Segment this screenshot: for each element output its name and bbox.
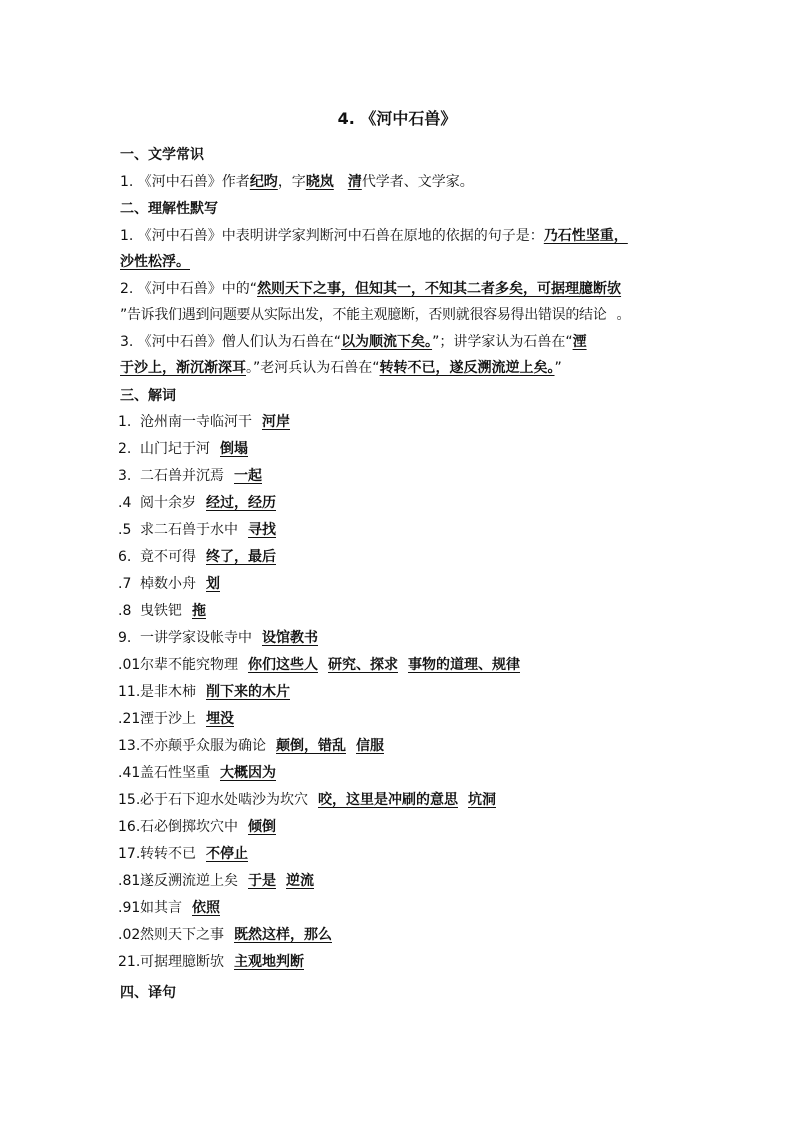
vocab-term: 遂反溯流逆上矣 [140, 873, 238, 889]
answer: 清 [347, 174, 362, 190]
text: 3. 《河中石兽》僧人们认为石兽在“ [120, 334, 342, 350]
text: 1. 《河中石兽》中表明讲学家判断河中石兽在原地的依据的句子是： [120, 228, 544, 244]
text: 1. 《河中石兽》作者 [120, 174, 250, 190]
vocab-answer: 逆流 [286, 873, 314, 889]
vocab-item [118, 762, 282, 782]
vocab-term: 然则天下之事 [140, 927, 224, 943]
vocab-answer: 一起 [234, 468, 262, 484]
vocab-item [118, 600, 212, 620]
vocab-answer: 咬，这里是冲刷的意思 [318, 792, 458, 808]
answer: 湮 [572, 334, 587, 350]
vocab-answer: 研究、探求 [328, 657, 398, 673]
vocab-number: 2. [118, 441, 132, 457]
vocab-answer: 信服 [356, 738, 384, 754]
section-heading-recitation: 二、理解性默写 [120, 201, 218, 217]
vocab-item [118, 708, 240, 728]
vocab-answer: 颠倒，错乱 [276, 738, 346, 754]
recitation-q1-line2 [120, 251, 190, 271]
vocab-answer: 事物的道理、规律 [408, 657, 520, 673]
vocab-item [118, 465, 268, 485]
vocab-item [118, 654, 526, 674]
vocab-answer: 主观地判断 [234, 954, 304, 970]
vocab-item [118, 411, 296, 431]
vocab-number: .5 [118, 522, 132, 538]
vocab-term: 曳铁钯 [140, 603, 182, 619]
answer: 纪昀 [249, 174, 278, 190]
vocab-number: 11. [118, 684, 141, 700]
answer: 以为顺流下矣。 [341, 334, 433, 350]
vocab-answer: 不停止 [206, 846, 248, 862]
vocab-number: 13. [118, 738, 141, 754]
vocab-term: 一讲学家设帐寺中 [140, 630, 252, 646]
vocab-item [118, 816, 282, 836]
vocab-answer: 埋没 [206, 711, 234, 727]
section-heading-vocabulary: 三、解词 [120, 388, 176, 404]
vocab-number: 21. [118, 954, 141, 970]
vocab-answer: 倾倒 [248, 819, 276, 835]
vocab-term: 必于石下迎水处啮沙为坎穴 [140, 792, 308, 808]
vocab-term: 棹数小舟 [140, 576, 196, 592]
vocab-term: 可据理臆断欤 [140, 954, 224, 970]
vocab-number: 3. [118, 468, 132, 484]
vocab-number: .8 [118, 603, 132, 619]
vocab-answer: 划 [206, 576, 220, 592]
vocab-number: .41 [118, 765, 141, 781]
vocab-item [118, 681, 296, 701]
vocab-answer: 终了，最后 [206, 549, 276, 565]
vocab-item [118, 789, 502, 809]
vocab-item [118, 843, 254, 863]
answer: 晓岚 [305, 174, 334, 190]
vocab-term: 湮于沙上 [140, 711, 196, 727]
vocab-number: 17. [118, 846, 141, 862]
vocab-answer: 依照 [192, 900, 220, 916]
vocab-term: 求二石兽于水中 [140, 522, 238, 538]
vocab-term: 不亦颠乎众服为确论 [140, 738, 266, 754]
text: ”告诉我们遇到问题要从实际出发，不能主观臆断，否则就很容易得出错误的结论 [120, 307, 607, 323]
text: ，字 [277, 174, 306, 190]
vocab-number: 6. [118, 549, 132, 565]
vocab-term: 沧州南一寺临河干 [140, 414, 252, 430]
vocab-answer: 设馆教书 [262, 630, 318, 646]
section-heading-literature: 一、文学常识 [120, 147, 204, 163]
section-heading-translation: 四、译句 [120, 985, 176, 1001]
vocab-item [118, 924, 338, 944]
vocab-item [118, 438, 254, 458]
recitation-q1-line1 [120, 225, 628, 245]
vocab-term: 盖石性坚重 [140, 765, 210, 781]
vocab-answer: 倒塌 [220, 441, 248, 457]
recitation-q3-line2 [120, 357, 562, 377]
answer: 沙性松浮。 [120, 254, 190, 270]
vocab-item [118, 627, 324, 647]
recitation-q2-line1 [120, 278, 621, 298]
vocab-term: 转转不已 [140, 846, 196, 862]
vocab-answer: 大概因为 [220, 765, 276, 781]
vocab-term: 竟不可得 [140, 549, 196, 565]
text: 。”老河兵认为石兽在“ [246, 360, 380, 376]
vocab-item [118, 519, 282, 539]
answer: 于沙上，渐沉渐深耳 [120, 360, 246, 376]
vocab-item [118, 573, 226, 593]
vocab-number: .7 [118, 576, 132, 592]
vocab-number: 16. [118, 819, 141, 835]
vocab-term: 尔辈不能究物理 [140, 657, 238, 673]
vocab-term: 二石兽并沉焉 [140, 468, 224, 484]
text: ” [554, 360, 562, 376]
vocab-answer: 你们这些人 [248, 657, 318, 673]
vocab-item [118, 735, 390, 755]
vocab-answer: 削下来的木片 [206, 684, 290, 700]
vocab-item [118, 546, 282, 566]
vocab-term: 是非木柿 [140, 684, 196, 700]
vocab-answer: 拖 [192, 603, 206, 619]
vocab-answer: 坑洞 [468, 792, 496, 808]
text: 2. 《河中石兽》中的“ [120, 281, 258, 297]
vocab-term: 山门圮于河 [140, 441, 210, 457]
recitation-q3-line1 [120, 331, 587, 351]
vocab-number: .21 [118, 711, 141, 727]
vocab-number: 15. [118, 792, 141, 808]
vocab-answer: 经过，经历 [206, 495, 276, 511]
vocab-term: 如其言 [140, 900, 182, 916]
vocab-number: 1. [118, 414, 132, 430]
document-title: 4. 《河中石兽》 [337, 109, 457, 128]
vocab-term: 阅十余岁 [140, 495, 196, 511]
text: ”；讲学家认为石兽在“ [432, 334, 573, 350]
vocab-item [118, 870, 320, 890]
answer: 乃石性坚重， [543, 228, 628, 244]
answer: 然则天下之事，但知其一，不知其二者多矣，可据理臆断欤 [257, 281, 622, 297]
vocab-answer: 寻找 [248, 522, 276, 538]
vocab-number: .91 [118, 900, 141, 916]
vocab-number: .01 [118, 657, 141, 673]
vocab-term: 石必倒掷坎穴中 [140, 819, 238, 835]
vocab-item [118, 897, 226, 917]
vocab-item [118, 492, 282, 512]
vocab-number: .81 [118, 873, 141, 889]
vocab-answer: 既然这样，那么 [234, 927, 332, 943]
answer: 转转不已，遂反溯流逆上矣。 [379, 360, 555, 376]
vocab-answer: 河岸 [262, 414, 290, 430]
vocab-item [118, 951, 310, 971]
vocab-answer: 于是 [248, 873, 276, 889]
text: 。 [616, 307, 631, 323]
text: 代学者、文学家。 [361, 174, 474, 190]
recitation-q2-line2 [120, 304, 630, 324]
literature-line [120, 171, 474, 191]
vocab-number: 9. [118, 630, 132, 646]
vocab-number: .4 [118, 495, 132, 511]
vocab-number: .02 [118, 927, 141, 943]
